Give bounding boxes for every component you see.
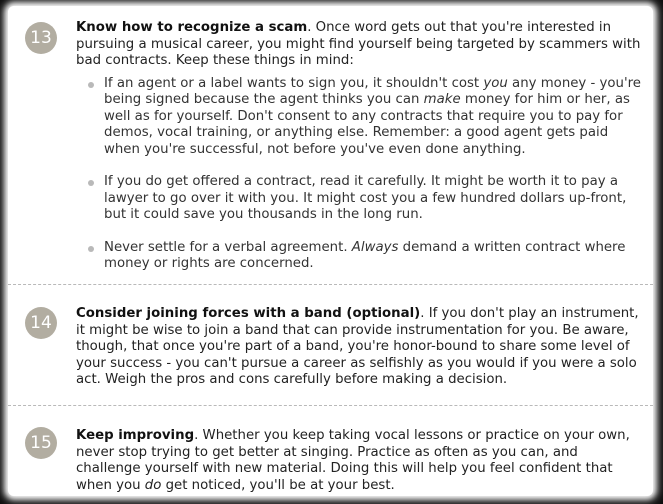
bullet-text: money for him or her, as well as for yourself. Don't consent to any contracts that require you to pay for demos, vocal training, or anything else. Remember: a good agent gets paid when you're successful, not before you've even done anything. bbox=[104, 92, 630, 157]
step-13 bbox=[8, 6, 653, 285]
step-15 bbox=[8, 406, 653, 496]
step-number-badge: 14 bbox=[25, 307, 57, 339]
emphasis-text: Always bbox=[351, 239, 399, 255]
bullet-icon bbox=[88, 82, 94, 88]
bullet-text: If an agent or a label wants to sign you, it shouldn't cost bbox=[104, 75, 484, 91]
bullet-text: any money - you're being signed because the agent thinks you can bbox=[104, 75, 641, 107]
bullet-text: If you do get offered a contract, read it carefully. It might be worth it to pay a lawyer to go over it with you. It might cost you a few hundred dollars up-front, but it could save you thousands in the long run. bbox=[104, 174, 627, 222]
step-body: . Once word gets out that you're interested in pursuing a musical career, you might find yourself being targeted by scammers with bad contracts. Keep these things in mind: bbox=[76, 20, 641, 68]
bullet-icon bbox=[88, 180, 94, 186]
step-paragraph bbox=[76, 306, 643, 389]
bullet-icon bbox=[88, 246, 94, 252]
bullet-text: Never settle for a verbal agreement. bbox=[104, 239, 352, 255]
step-title: Consider joining forces with a band (optional) bbox=[76, 306, 421, 321]
step-body: . If you don't play an instrument, it might be wise to join a band that can provide instrumentation for you. Be aware, though, that once you're part of a band, you're honor-bound to share some level of your success - you can't pursue a career as selfishly as you would if you were a solo act. Weigh the pros and cons carefully before making a decision. bbox=[76, 306, 639, 387]
step-paragraph bbox=[76, 428, 643, 494]
list-item bbox=[88, 240, 643, 273]
step-14 bbox=[8, 285, 653, 406]
step-paragraph bbox=[76, 20, 643, 70]
step-title: Keep improving bbox=[76, 428, 195, 443]
emphasis-text: do bbox=[144, 477, 162, 493]
step-body: . Whether you keep taking vocal lessons or practice on your own, never stop trying to get better at singing. Practice as often as you can, and challenge yourself with new material. Doing this will help you feel confident that when you bbox=[76, 428, 630, 493]
emphasis-text: make bbox=[423, 92, 461, 107]
step-number-badge: 13 bbox=[25, 22, 57, 54]
step-body: get noticed, you'll be at your best. bbox=[161, 477, 395, 493]
bullet-list bbox=[76, 76, 643, 273]
list-item bbox=[88, 174, 643, 224]
bullet-text: demand a written contract where money or rights are concerned. bbox=[104, 239, 626, 271]
step-title: Know how to recognize a scam bbox=[76, 20, 308, 35]
step-number-badge: 15 bbox=[25, 427, 57, 459]
emphasis-text: you bbox=[483, 75, 508, 91]
article-frame bbox=[8, 6, 653, 496]
list-item bbox=[88, 76, 643, 159]
